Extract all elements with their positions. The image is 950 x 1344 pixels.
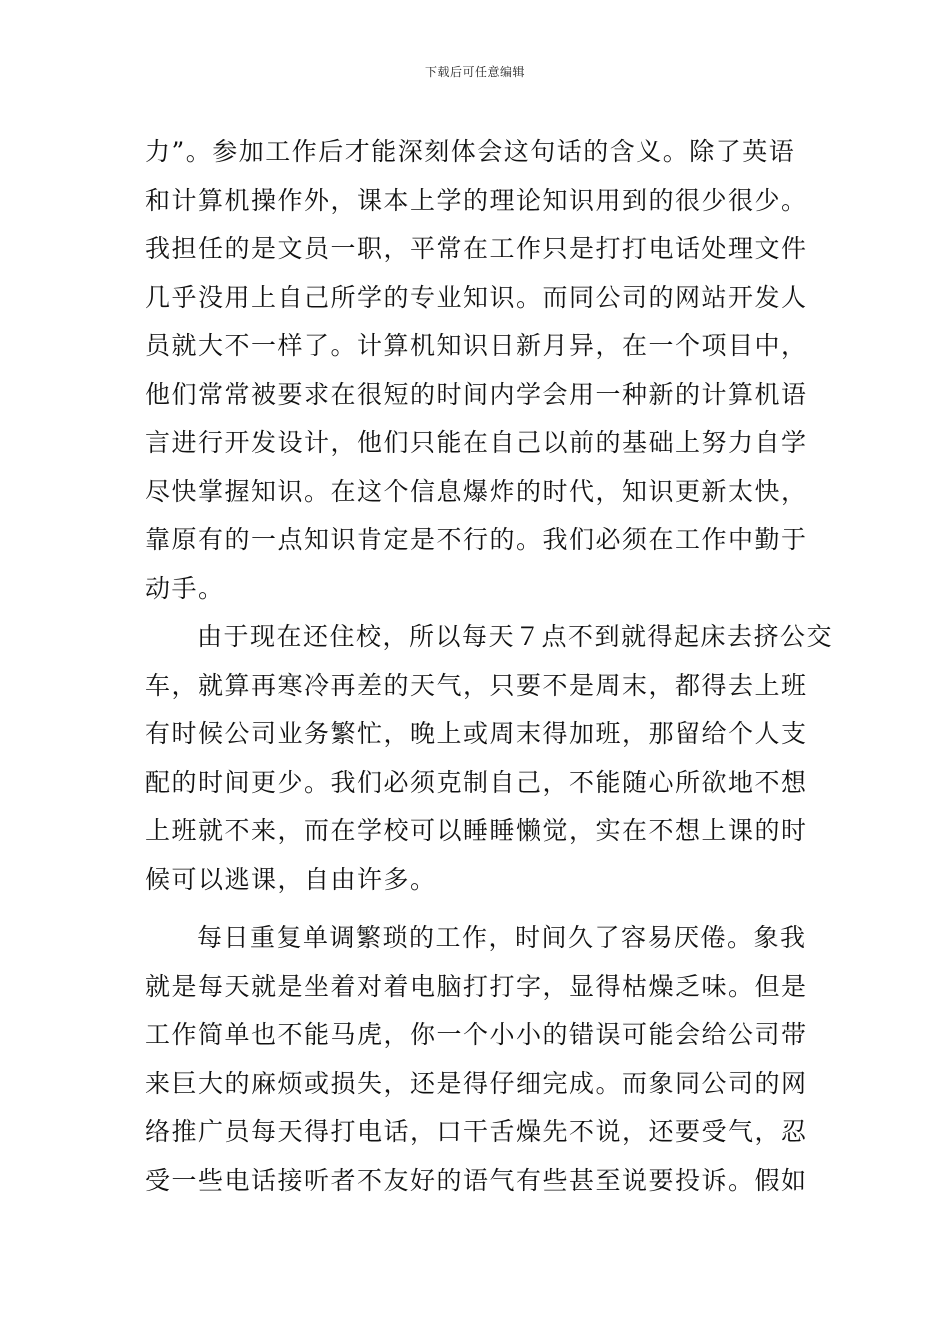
text-line: 来巨大的麻烦或损失，还是得仔细完成。而象同公司的网: [145, 1068, 808, 1098]
text-line: 靠原有的一点知识肯定是不行的。我们必须在工作中勤于: [145, 525, 808, 554]
text-line: 几乎没用上自己所学的专业知识。而同公司的网站开发人: [145, 282, 808, 312]
document-body: [145, 128, 834, 1205]
text-line: 车，就算再寒冷再差的天气，只要不是周末，都得去上班: [145, 670, 808, 700]
text-line: 尽快掌握知识。在这个信息爆炸的时代，知识更新太快，: [145, 476, 808, 506]
paragraph-3: [145, 914, 810, 1205]
text-line: 言进行开发设计，他们只能在自己以前的基础上努力自学: [145, 428, 808, 457]
text-line: 工作简单也不能马虎，你一个小小的错误可能会给公司带: [145, 1020, 808, 1049]
text-line: 配的时间更少。我们必须克制自己，不能随心所欲地不想: [145, 767, 808, 797]
paragraph-1: [145, 128, 810, 613]
text-line: 络推广员每天得打电话，口干舌燥先不说，还要受气，忍: [145, 1117, 808, 1146]
paragraph-spacer: [145, 904, 810, 914]
text-line: 由于现在还住校，所以每天７点不到就得起床去挤公交: [197, 622, 834, 651]
text-line: 受一些电话接听者不友好的语气有些甚至说要投诉。假如: [145, 1165, 808, 1195]
text-line: 上班就不来，而在学校可以睡睡懒觉，实在不想上课的时: [145, 816, 808, 845]
page-header: 下载后可任意编辑: [424, 65, 525, 79]
text-line: 动手。: [145, 573, 225, 603]
text-line: 每日重复单调繁琐的工作，时间久了容易厌倦。象我: [197, 923, 807, 952]
text-line: 力”。参加工作后才能深刻体会这句话的含义。除了英语: [145, 137, 796, 166]
text-line: 候可以逃课，自由许多。: [145, 864, 437, 894]
text-line: 和计算机操作外，课本上学的理论知识用到的很少很少。: [145, 185, 808, 215]
text-line: 就是每天就是坐着对着电脑打打字，显得枯燥乏味。但是: [145, 971, 808, 1001]
text-line: 有时候公司业务繁忙，晚上或周末得加班，那留给个人支: [145, 719, 808, 748]
paragraph-2: [145, 613, 834, 904]
text-line: 他们常常被要求在很短的时间内学会用一种新的计算机语: [145, 379, 808, 409]
text-line: 员就大不一样了。计算机知识日新月异，在一个项目中，: [145, 331, 808, 360]
text-line: 我担任的是文员一职，平常在工作只是打打电话处理文件: [145, 234, 808, 263]
